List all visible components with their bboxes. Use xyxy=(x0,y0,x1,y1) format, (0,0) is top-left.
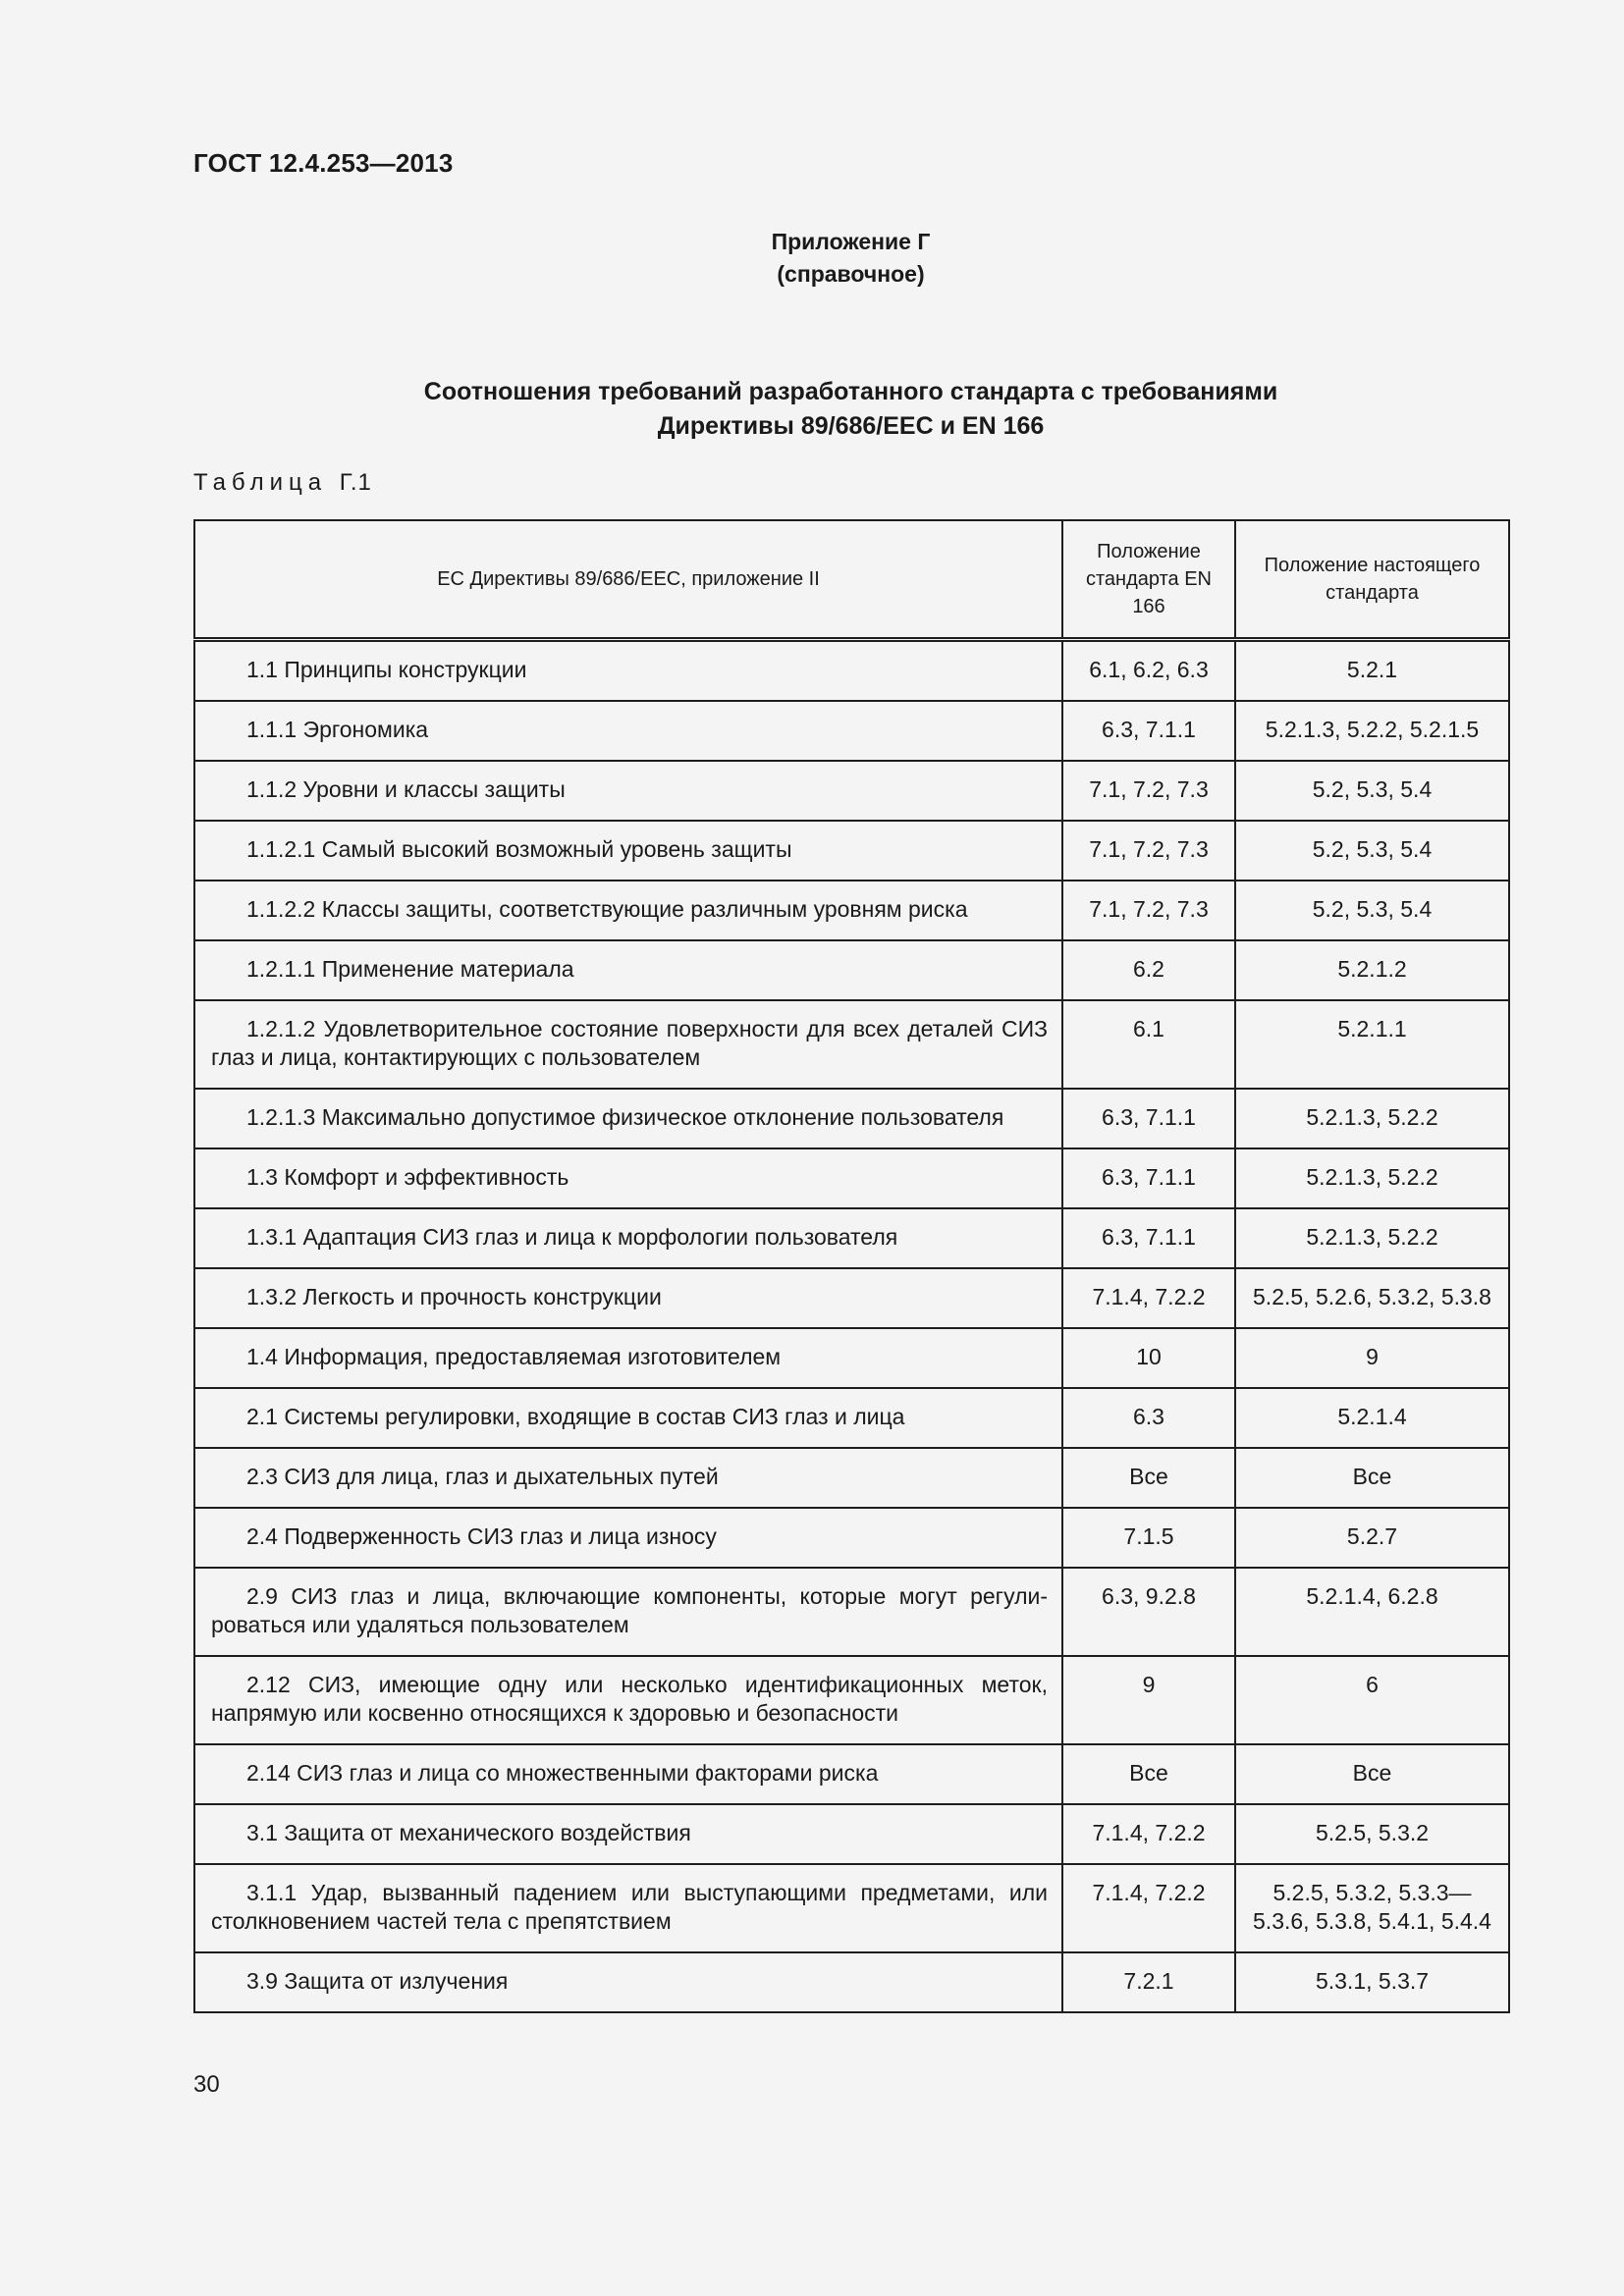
table-row xyxy=(194,821,1509,881)
cell-en166-clause: 9 xyxy=(1062,1656,1235,1744)
cell-standard-clause: 5.2.5, 5.3.2 xyxy=(1235,1804,1509,1864)
cell-en166-clause: 7.1.5 xyxy=(1062,1508,1235,1568)
cell-standard-clause: 5.2.1.3, 5.2.2 xyxy=(1235,1208,1509,1268)
cell-directive-clause: 1.3 Комфорт и эффективность xyxy=(194,1148,1062,1208)
cell-directive-clause: 3.1 Защита от механического воздействия xyxy=(194,1804,1062,1864)
table-row xyxy=(194,1952,1509,2012)
table-body xyxy=(194,640,1509,2013)
requirements-table xyxy=(193,519,1510,2013)
cell-standard-clause: 5.2, 5.3, 5.4 xyxy=(1235,821,1509,881)
cell-en166-clause: 10 xyxy=(1062,1328,1235,1388)
table-row xyxy=(194,1388,1509,1448)
cell-standard-clause: 5.3.1, 5.3.7 xyxy=(1235,1952,1509,2012)
cell-standard-clause: 5.2.1.2 xyxy=(1235,940,1509,1000)
cell-en166-clause: 7.1, 7.2, 7.3 xyxy=(1062,761,1235,821)
cell-directive-clause: 1.1 Принципы конструкции xyxy=(194,640,1062,702)
table-row xyxy=(194,1804,1509,1864)
table-row xyxy=(194,701,1509,761)
title-line-2: Директивы 89/686/EEC и EN 166 xyxy=(657,412,1045,440)
cell-standard-clause: 5.2.1 xyxy=(1235,640,1509,702)
cell-en166-clause: Все xyxy=(1062,1744,1235,1804)
cell-en166-clause: 7.2.1 xyxy=(1062,1952,1235,2012)
cell-standard-clause: 6 xyxy=(1235,1656,1509,1744)
page-title xyxy=(0,375,1624,444)
header-directive: ЕС Директивы 89/686/ЕЕС, приложение II xyxy=(194,520,1062,640)
table-row xyxy=(194,1448,1509,1508)
cell-en166-clause: 6.2 xyxy=(1062,940,1235,1000)
header-this-standard: Положение настоящего стандарта xyxy=(1235,520,1509,640)
cell-en166-clause: 6.3, 7.1.1 xyxy=(1062,701,1235,761)
cell-directive-clause: 1.2.1.2 Удовлетворительное состояние поверхности для всех деталей СИЗ глаз и лица, контактирующих с пользователем xyxy=(194,1000,1062,1089)
annex-type: (справочное) xyxy=(777,261,925,287)
cell-directive-clause: 2.14 СИЗ глаз и лица со множественными факторами риска xyxy=(194,1744,1062,1804)
annex-heading xyxy=(0,226,1624,291)
cell-directive-clause: 1.1.2 Уровни и классы защиты xyxy=(194,761,1062,821)
cell-directive-clause: 1.3.1 Адаптация СИЗ глаз и лица к морфологии пользователя xyxy=(194,1208,1062,1268)
table-row xyxy=(194,1508,1509,1568)
cell-en166-clause: 6.3 xyxy=(1062,1388,1235,1448)
cell-en166-clause: 6.3, 7.1.1 xyxy=(1062,1148,1235,1208)
cell-standard-clause: Все xyxy=(1235,1744,1509,1804)
cell-directive-clause: 1.3.2 Легкость и прочность конструкции xyxy=(194,1268,1062,1328)
cell-standard-clause: 5.2, 5.3, 5.4 xyxy=(1235,881,1509,940)
cell-directive-clause: 2.3 СИЗ для лица, глаз и дыхательных путей xyxy=(194,1448,1062,1508)
cell-standard-clause: 5.2, 5.3, 5.4 xyxy=(1235,761,1509,821)
cell-en166-clause: 6.3, 7.1.1 xyxy=(1062,1089,1235,1148)
table-row xyxy=(194,881,1509,940)
table-row xyxy=(194,1328,1509,1388)
cell-directive-clause: 3.1.1 Удар, вызванный падением или выступающими предметами, или столкновением частей тела с препятствием xyxy=(194,1864,1062,1952)
cell-directive-clause: 2.12 СИЗ, имеющие одну или несколько идентификационных меток, напрямую или косвенно относящихся к здоровью и безопасности xyxy=(194,1656,1062,1744)
cell-en166-clause: 7.1, 7.2, 7.3 xyxy=(1062,881,1235,940)
table-row xyxy=(194,761,1509,821)
cell-en166-clause: 6.3, 9.2.8 xyxy=(1062,1568,1235,1656)
cell-standard-clause: 5.2.1.3, 5.2.2 xyxy=(1235,1089,1509,1148)
cell-standard-clause: 5.2.1.4, 6.2.8 xyxy=(1235,1568,1509,1656)
table-row xyxy=(194,1568,1509,1656)
cell-directive-clause: 1.2.1.1 Применение материала xyxy=(194,940,1062,1000)
annex-title: Приложение Г xyxy=(771,229,931,254)
title-line-1: Соотношения требований разработанного стандарта с требованиями xyxy=(423,378,1278,405)
cell-directive-clause: 2.1 Системы регулировки, входящие в состав СИЗ глаз и лица xyxy=(194,1388,1062,1448)
document-code: ГОСТ 12.4.253—2013 xyxy=(193,148,454,178)
table-row xyxy=(194,1208,1509,1268)
cell-en166-clause: 6.3, 7.1.1 xyxy=(1062,1208,1235,1268)
cell-standard-clause: 5.2.7 xyxy=(1235,1508,1509,1568)
table-label-number: Г.1 xyxy=(339,469,372,496)
cell-en166-clause: Все xyxy=(1062,1448,1235,1508)
table-row xyxy=(194,640,1509,702)
cell-directive-clause: 1.1.1 Эргономика xyxy=(194,701,1062,761)
table-row xyxy=(194,1000,1509,1089)
cell-standard-clause: 5.2.1.3, 5.2.2 xyxy=(1235,1148,1509,1208)
cell-en166-clause: 7.1.4, 7.2.2 xyxy=(1062,1864,1235,1952)
cell-standard-clause: 5.2.1.3, 5.2.2, 5.2.1.5 xyxy=(1235,701,1509,761)
table-label-word: Таблица xyxy=(193,469,328,496)
table-row xyxy=(194,1744,1509,1804)
cell-directive-clause: 1.4 Информация, предоставляемая изготовителем xyxy=(194,1328,1062,1388)
cell-standard-clause: Все xyxy=(1235,1448,1509,1508)
page-number: 30 xyxy=(193,2071,220,2098)
table-label xyxy=(193,469,372,497)
table-header-row xyxy=(194,520,1509,640)
cell-standard-clause: 5.2.1.4 xyxy=(1235,1388,1509,1448)
cell-en166-clause: 7.1.4, 7.2.2 xyxy=(1062,1804,1235,1864)
cell-directive-clause: 3.9 Защита от излучения xyxy=(194,1952,1062,2012)
cell-directive-clause: 1.1.2.2 Классы защиты, соответствующие различным уровням риска xyxy=(194,881,1062,940)
cell-standard-clause: 5.2.5, 5.3.2, 5.3.3—5.3.6, 5.3.8, 5.4.1, 5.4.4 xyxy=(1235,1864,1509,1952)
cell-en166-clause: 7.1, 7.2, 7.3 xyxy=(1062,821,1235,881)
cell-standard-clause: 9 xyxy=(1235,1328,1509,1388)
cell-directive-clause: 1.1.2.1 Самый высокий возможный уровень защиты xyxy=(194,821,1062,881)
cell-directive-clause: 2.4 Подверженность СИЗ глаз и лица износу xyxy=(194,1508,1062,1568)
cell-en166-clause: 7.1.4, 7.2.2 xyxy=(1062,1268,1235,1328)
cell-directive-clause: 1.2.1.3 Максимально допустимое физическое отклонение пользователя xyxy=(194,1089,1062,1148)
table-row xyxy=(194,1268,1509,1328)
cell-en166-clause: 6.1, 6.2, 6.3 xyxy=(1062,640,1235,702)
cell-standard-clause: 5.2.1.1 xyxy=(1235,1000,1509,1089)
cell-en166-clause: 6.1 xyxy=(1062,1000,1235,1089)
table-row xyxy=(194,940,1509,1000)
table-row xyxy=(194,1148,1509,1208)
cell-standard-clause: 5.2.5, 5.2.6, 5.3.2, 5.3.8 xyxy=(1235,1268,1509,1328)
table-row xyxy=(194,1089,1509,1148)
table-row xyxy=(194,1656,1509,1744)
table-row xyxy=(194,1864,1509,1952)
cell-directive-clause: 2.9 СИЗ глаз и лица, включающие компоненты, которые могут регули-роваться или удаляться пользователем xyxy=(194,1568,1062,1656)
header-en166: Положение стандарта EN 166 xyxy=(1062,520,1235,640)
